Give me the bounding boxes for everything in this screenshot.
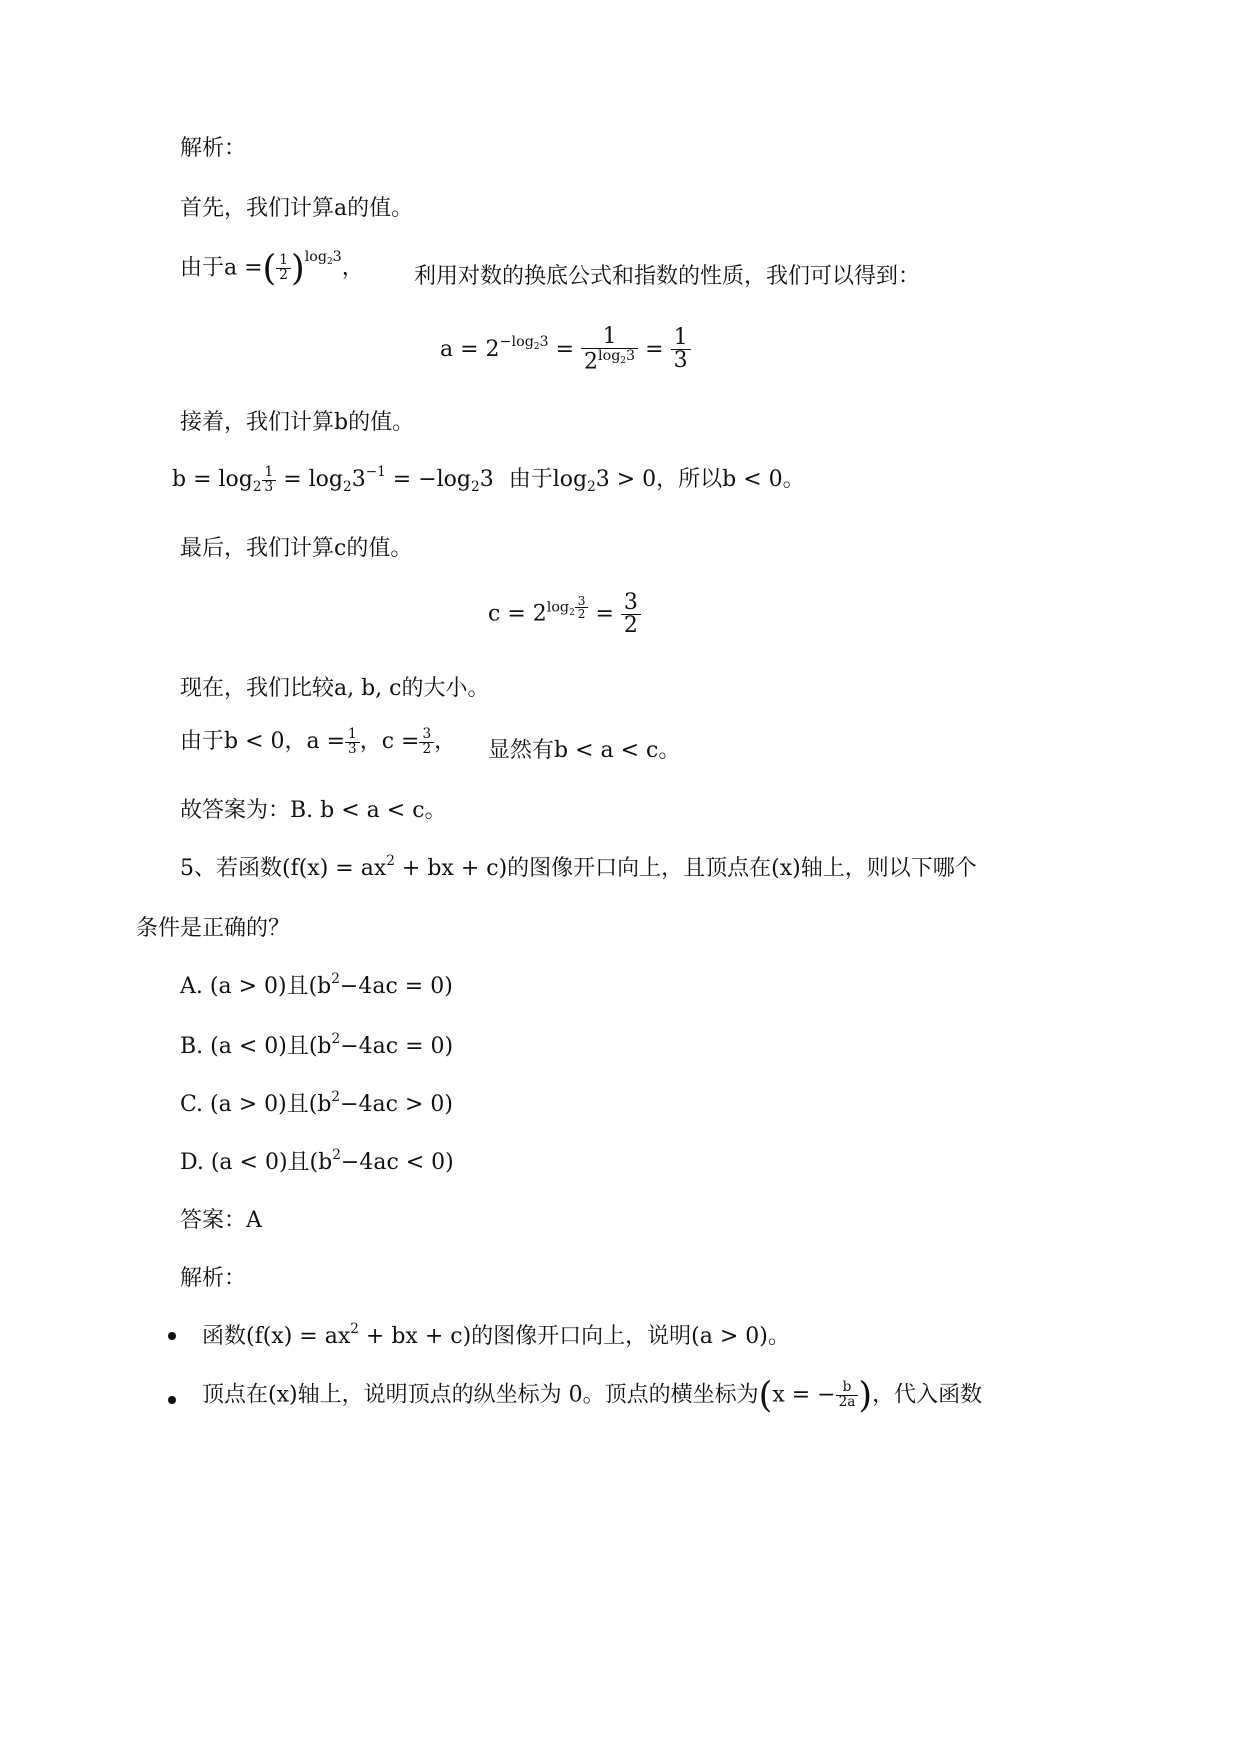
bullet-1-sup: 2	[350, 1320, 359, 1337]
b-frac-den: 3	[264, 478, 274, 495]
compare-a-num: 1	[345, 728, 360, 743]
compare-intro: 现在，我们比较a, b, c的大小。	[180, 676, 490, 701]
a-eq-f2-den: 3	[673, 348, 688, 374]
option-a-tail: −4ac = 0)	[339, 974, 453, 999]
question-5-line-2: 条件是正确的？	[136, 916, 291, 941]
a-definition-line	[180, 247, 364, 300]
option-c	[180, 1088, 453, 1117]
c-eq-exp-log: log	[546, 599, 570, 616]
compare-prefix: 由于b < 0，a =	[180, 729, 346, 755]
b-mid: = log	[283, 467, 344, 493]
compare-result: 显然有b < a < c。	[488, 738, 681, 763]
b-rhs-tail: 3	[479, 467, 494, 493]
c-eq-exp-sub: 2	[569, 608, 575, 619]
a-eq-exponent	[499, 333, 549, 352]
a-eq-lhs: a = 2	[440, 336, 500, 362]
compare-a-fraction	[345, 728, 360, 756]
option-d-sup: 2	[332, 1146, 341, 1163]
option-b-sup: 2	[331, 1030, 341, 1047]
option-b	[180, 1030, 454, 1059]
compare-comma: ，	[434, 729, 457, 755]
c-equation	[488, 592, 641, 652]
q5-mid: + bx + c)的图像开口向上，且顶点在(x)轴上，则以下哪个	[394, 856, 977, 881]
bullet-2-left-paren: (	[758, 1375, 773, 1416]
a-eq-f1-den-exp	[598, 348, 636, 367]
b-rhs: = −log	[392, 467, 472, 493]
a-eq-exp-sub: 2	[533, 341, 540, 352]
a-eq-equals-2: =	[645, 336, 664, 362]
compare-line	[180, 728, 456, 772]
option-b-tail: −4ac = 0)	[340, 1034, 454, 1059]
left-paren: (	[262, 247, 277, 289]
a-eq-f1-den-log: log	[598, 348, 621, 364]
b-lhs-sub: 2	[252, 478, 262, 495]
answer-line: 故答案为：B. b < a < c。	[180, 798, 447, 823]
intro-a: 首先，我们计算a的值。	[180, 196, 414, 221]
intro-c: 最后，我们计算c的值。	[180, 536, 413, 561]
b-condition-tail: 3 > 0，所以b < 0。	[595, 467, 805, 493]
a-eq-exp-tail: 3	[539, 333, 549, 350]
option-a	[180, 970, 453, 999]
c-eq-f-num: 3	[621, 592, 641, 615]
q5-sup: 2	[386, 852, 395, 869]
a-eq-equals-1: =	[555, 336, 575, 362]
option-a-sup: 2	[331, 970, 340, 987]
b-frac-num: 1	[262, 466, 277, 481]
bullet-1-text	[202, 1320, 790, 1349]
q5-answer: 答案：A	[180, 1208, 262, 1233]
question-5-line-1	[180, 852, 977, 881]
bullet-2-fraction	[836, 1381, 859, 1409]
c-eq-f-den: 2	[623, 613, 638, 638]
a-eq-exp-log: −log	[499, 333, 534, 350]
option-d-tail: −4ac < 0)	[340, 1150, 454, 1175]
a-eq-f1-den-sub: 2	[620, 356, 627, 367]
bullet-2-expr-lhs: x = −	[772, 1382, 836, 1408]
a-exponent-sub: 2	[327, 257, 333, 268]
compare-c-den: 2	[422, 740, 432, 757]
compare-c-fraction	[419, 728, 434, 756]
bullet-marker-2	[168, 1396, 176, 1404]
a-eq-f1-num: 1	[581, 326, 638, 349]
b-rhs-sub: 2	[471, 478, 480, 495]
compare-c-num: 3	[419, 728, 434, 743]
right-paren: )	[290, 247, 305, 289]
a-eq-f1-den-tail: 3	[626, 348, 636, 364]
c-eq-exp-fraction	[575, 595, 589, 620]
bullet-2-frac-den: 2a	[838, 1394, 856, 1411]
b-line	[172, 463, 805, 506]
intro-b: 接着，我们计算b的值。	[180, 410, 415, 435]
a-eq-f2-num: 1	[671, 327, 691, 350]
a-equation	[440, 326, 691, 386]
half-den: 2	[279, 267, 288, 284]
bullet-2-prefix: 顶点在(x)轴上，说明顶点的纵坐标为 0。顶点的横坐标为	[202, 1382, 759, 1408]
half-num: 1	[276, 254, 291, 269]
option-b-label: B. (a < 0)且(b	[180, 1034, 332, 1059]
b-mid-sub: 2	[343, 478, 352, 495]
b-pow-base: 3	[351, 467, 366, 493]
option-c-label: C. (a > 0)且(b	[180, 1092, 332, 1117]
a-exponent-tail: 3	[332, 249, 342, 265]
bullet-1-tail: + bx + c)的图像开口向上，说明(a > 0)。	[358, 1324, 790, 1349]
c-eq-exponent	[547, 595, 589, 620]
a-eq-f1-den	[581, 349, 638, 374]
bullet-2-tail: ，代入函数	[872, 1382, 983, 1408]
compare-a-den: 3	[348, 740, 357, 757]
a-definition-prefix: 由于a =	[180, 255, 263, 281]
compare-mid: ，c =	[359, 729, 420, 755]
option-c-tail: −4ac > 0)	[340, 1092, 453, 1117]
b-lhs: b = log	[172, 467, 253, 493]
c-eq-exp-frac-den: 2	[577, 607, 586, 622]
a-eq-f1-den-base: 2	[584, 349, 599, 375]
c-eq-exp-frac-num: 3	[575, 595, 589, 608]
bullet-1-prefix: 函数(f(x) = ax	[202, 1324, 351, 1349]
analysis-heading: 解析：	[180, 136, 247, 161]
half-fraction	[276, 254, 291, 282]
option-d-label: D. (a < 0)且(b	[180, 1150, 333, 1175]
q5-analysis-heading: 解析：	[180, 1266, 247, 1291]
c-eq-equals: =	[595, 601, 614, 627]
q5-prefix: 5、若函数(f(x) = ax	[180, 856, 387, 881]
c-eq-fraction	[621, 592, 641, 637]
a-definition-text: 利用对数的换底公式和指数的性质，我们可以得到：	[414, 264, 921, 289]
b-fraction	[262, 466, 277, 494]
option-c-sup: 2	[331, 1088, 341, 1105]
option-d	[180, 1146, 454, 1175]
a-eq-fraction-2	[671, 327, 691, 372]
a-exponent	[304, 249, 342, 268]
a-eq-fraction-1	[581, 326, 638, 374]
bullet-2-text	[202, 1375, 983, 1422]
c-eq-lhs: c = 2	[488, 601, 547, 627]
bullet-2-right-paren: )	[858, 1375, 873, 1416]
b-pow-exp: −1	[365, 463, 386, 480]
option-a-label: A. (a > 0)且(b	[180, 974, 332, 999]
a-exponent-log: log	[304, 249, 328, 265]
b-condition-sub: 2	[587, 478, 596, 495]
bullet-marker-1	[168, 1332, 176, 1340]
b-condition-prefix: 由于log	[508, 467, 588, 493]
bullet-2-frac-num: b	[836, 1381, 859, 1396]
a-definition-comma: ，	[341, 255, 364, 281]
